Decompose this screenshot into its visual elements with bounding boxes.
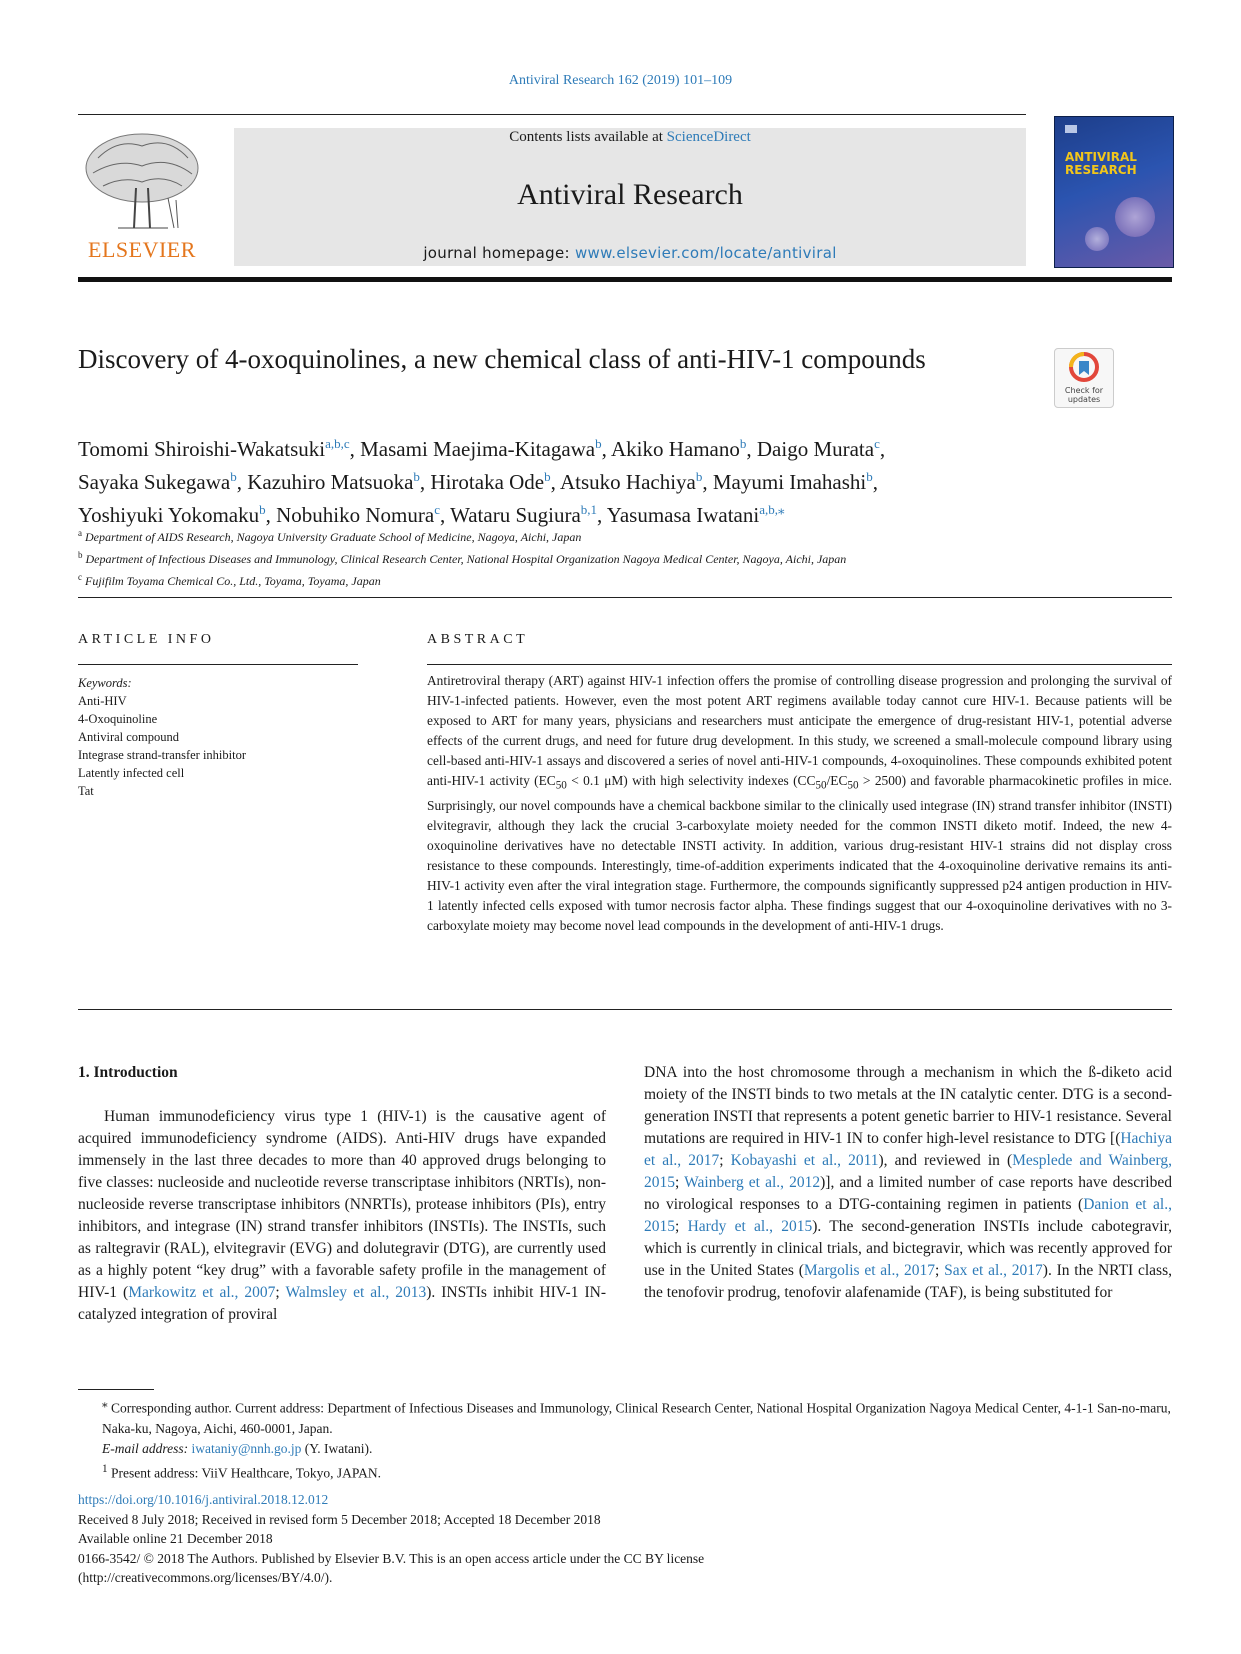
- reference-link[interactable]: Kobayashi et al., 2011: [730, 1152, 879, 1169]
- article-info-heading: ARTICLE INFO: [78, 632, 215, 647]
- keywords-label: Keywords:: [78, 676, 132, 690]
- author-affiliation-mark[interactable]: c: [874, 436, 880, 451]
- contents-prefix: Contents lists available at: [509, 129, 667, 145]
- check-updates-icon: [1055, 349, 1113, 389]
- body-text: DNA into the host chromosome through a mechanism in which the ß-diketo acid moiety of the INSTI binds to two metals at the IN catalytic center. DTG is a second-generation INSTI that represents a potent genetic barrier to HIV-1 resistance. Several mutations are required in HIV-1 IN to confer high-level resistance to DTG [(: [644, 1064, 1172, 1147]
- cover-title: ANTIVIRAL RESEARCH: [1065, 150, 1137, 177]
- author-name[interactable]: Tomomi Shiroishi-Wakatsuki: [78, 437, 326, 461]
- introduction-paragraph-continued: [644, 1062, 1172, 1304]
- homepage-prefix: journal homepage:: [423, 244, 575, 262]
- introduction-heading: 1. Introduction: [78, 1064, 178, 1081]
- check-updates-label: Check for updates: [1064, 386, 1104, 404]
- history-dates: Received 8 July 2018; Received in revised form 5 December 2018; Accepted 18 December 2018: [78, 1511, 601, 1527]
- author-affiliation-mark[interactable]: b: [695, 469, 703, 484]
- journal-citation[interactable]: Antiviral Research 162 (2019) 101–109: [508, 73, 733, 88]
- affiliation-text: Department of Infectious Diseases and Immunology, Clinical Research Center, National Hospital Organization Nagoya Medical Center, Nagoya, Aichi, Japan: [82, 552, 847, 566]
- author-list: Tomomi Shiroishi-Wakatsuki$^{a,b,c}$, Masami Maejima-Kitagawa$^b$, Akiko Hamano$^b$, Daigo Murata$^c$, Sayaka Sukegawa$^b$, Kazuhiro Matsuoka$^b$, Hirotaka Ode$^b$, Atsuko Hachiya$^b$, Mayumi Imahashi$^b$, Yoshiyuki Yokomaku$^b$, Nobuhiko Nomura$^c$, Wataru Sugiura$^{b,1}$, Yasumasa Iwatani$^{a,b,⁎}$: [78, 436, 886, 527]
- reference-link[interactable]: Wainberg et al., 2012: [684, 1174, 821, 1191]
- body-text: ;: [675, 1218, 688, 1235]
- affiliation-text: Department of AIDS Research, Nagoya University Graduate School of Medicine, Nagoya, Aichi, Japan: [82, 530, 582, 544]
- author-affiliation-mark[interactable]: a,b,⁎: [759, 502, 785, 517]
- online-date: Available online 21 December 2018: [78, 1531, 273, 1546]
- body-column-right: [644, 1062, 1172, 1304]
- affiliation-mark: c: [78, 572, 82, 582]
- author-affiliation-mark[interactable]: b,1: [580, 502, 598, 517]
- keyword-item: Antiviral compound: [78, 730, 180, 744]
- check-for-updates-badge[interactable]: [1054, 348, 1114, 408]
- affiliation-item: [78, 546, 1172, 568]
- affiliation-mark: b: [78, 550, 83, 560]
- author-affiliation-mark[interactable]: b: [230, 469, 237, 484]
- footnote-rule: [78, 1389, 154, 1390]
- reference-link[interactable]: Margolis et al., 2017: [803, 1262, 936, 1279]
- journal-homepage-line: [234, 244, 1026, 262]
- affiliation-list: [78, 524, 1172, 590]
- body-column-left: [78, 1062, 606, 1326]
- sciencedirect-link[interactable]: ScienceDirect: [666, 129, 751, 145]
- author-affiliation-mark[interactable]: c: [434, 502, 440, 517]
- journal-header-banner: [234, 128, 1026, 266]
- body-text: ). The second-generation INSTIs include cabotegravir, which is currently in clinical trials, and bictegravir, which was recently approved for use in the United States (: [644, 1218, 1172, 1279]
- reference-link[interactable]: Walmsley et al., 2013: [285, 1284, 427, 1301]
- body-text: ). INSTIs inhibit HIV-1 IN-catalyzed integration of proviral: [78, 1284, 606, 1323]
- present-address-note: $^1$ Present address: ViiV Healthcare, Tokyo, JAPAN.: [102, 1462, 381, 1480]
- reference-link[interactable]: Hardy et al., 2015: [687, 1218, 813, 1235]
- corresponding-author-note: ⁎ Corresponding author. Current address: Department of Infectious Diseases and Immunology, Clinical Research Center, National Hospital Organization Nagoya Medical Center, 4-1-1 San-no-maru, Naka-ku, Nagoya, Aichi, 460-0001, Japan.: [102, 1398, 1171, 1436]
- email-link[interactable]: iwataniy@nnh.go.jp: [191, 1440, 302, 1456]
- author-affiliation-mark[interactable]: b: [544, 469, 551, 484]
- affiliation-text: Fujifilm Toyama Chemical Co., Ltd., Toyama, Toyama, Japan: [82, 574, 381, 588]
- elsevier-tree-icon: [78, 128, 206, 233]
- reference-link[interactable]: Hachiya et al., 2017: [644, 1130, 1172, 1169]
- author-affiliation-mark[interactable]: a,b,c: [325, 436, 350, 451]
- author-affiliation-mark[interactable]: b: [739, 436, 747, 451]
- body-text: )], and a limited number of case reports have described no virological responses to a DTG-containing regimen in patients (: [644, 1174, 1172, 1213]
- body-text: ;: [719, 1152, 731, 1169]
- author-affiliation-mark[interactable]: b: [259, 502, 266, 517]
- author-name[interactable]: Masami Maejima-Kitagawa: [360, 437, 596, 461]
- affiliation-item: [78, 568, 1172, 590]
- reference-link[interactable]: Danion et al., 2015: [644, 1196, 1172, 1235]
- keywords-list: [78, 692, 358, 800]
- author-name[interactable]: Hirotaka Ode: [430, 470, 545, 494]
- journal-title: Antiviral Research: [517, 178, 743, 211]
- section-divider: [78, 597, 1172, 598]
- keyword-item: 4-Oxoquinoline: [78, 712, 158, 726]
- author-name[interactable]: Yasumasa Iwatani: [606, 503, 760, 527]
- author-name[interactable]: Yoshiyuki Yokomaku: [78, 503, 260, 527]
- author-name[interactable]: Daigo Murata: [756, 437, 875, 461]
- keywords-block: [78, 674, 358, 800]
- doi-link[interactable]: https://doi.org/10.1016/j.antiviral.2018.12.012: [78, 1492, 329, 1507]
- abstract-heading: ABSTRACT: [427, 632, 529, 647]
- contents-available-line: [234, 129, 1026, 146]
- keyword-item: Latently infected cell: [78, 766, 185, 780]
- article-info-rule: [78, 664, 358, 665]
- journal-cover-thumbnail[interactable]: [1054, 116, 1174, 268]
- introduction-paragraph: [78, 1106, 606, 1326]
- author-name[interactable]: Akiko Hamano: [610, 437, 740, 461]
- abstract-text: Antiretroviral therapy (ART) against HIV-1 infection offers the promise of controlling disease progression and prolonging the survival of HIV-1-infected patients. However, even the most potent ART regimens available today cannot cure HIV-1. Because patients will be exposed to ART for many years, physicians and researchers must anticipate the emergence of drug-resistant HIV-1, potential adverse effects of the current drugs, and need for future drug development. In this study, we screened a small-molecule compound library using cell-based anti-HIV-1 assays and discovered a series of novel anti-HIV-1 compounds, 4-oxoquinolines. These compounds exhibited potent anti-HIV-1 activity ($EC_{50} < 0.1$ μM) with high selectivity indexes $(CC_{50}/EC_{50} > 2500)$ and favorable pharmacokinetic profiles in mice. Surprisingly, our novel compounds have a chemical backbone similar to the clinically used integrase (IN) strand transfer inhibitor (INSTI) elvitegravir, although they lack the crucial 3-carboxylate moiety needed for the common INSTI diketo motif. Indeed, the new 4-oxoquinoline derivatives have no detectable INSTI activity. In addition, various drug-resistant HIV-1 strains did not display cross resistance to these compounds. Interestingly, time-of-addition experiments indicated that the 4-oxoquinoline derivative remains its anti-HIV-1 activity even after the viral integration stage. Furthermore, the compounds significantly suppressed p24 antigen production in HIV-1 latently infected cells exposed with tumor necrosis factor alpha. These findings suggest that our 4-oxoquinoline derivatives with no 3-carboxylate moiety may become novel lead compounds in the development of anti-HIV-1 drugs.: [427, 673, 1172, 933]
- keyword-item: Tat: [78, 784, 94, 798]
- reference-link[interactable]: Sax et al., 2017: [944, 1262, 1043, 1279]
- publication-info: [78, 1490, 1172, 1588]
- author-name[interactable]: Kazuhiro Matsuoka: [247, 470, 414, 494]
- body-text: ;: [275, 1284, 286, 1301]
- license-line: 0166-3542/ © 2018 The Authors. Published by Elsevier B.V. This is an open access article under the CC BY license: [78, 1550, 705, 1566]
- keyword-item: Integrase strand-transfer inhibitor: [78, 748, 246, 762]
- keyword-item: Anti-HIV: [78, 694, 127, 708]
- header-thick-divider: [78, 277, 1172, 282]
- affiliation-mark: a: [78, 528, 82, 538]
- body-text: ), and reviewed in (: [878, 1152, 1013, 1169]
- elsevier-wordmark: ELSEVIER: [88, 237, 196, 262]
- author-affiliation-mark[interactable]: b: [595, 436, 602, 451]
- abstract-bottom-divider: [78, 1009, 1172, 1010]
- reference-link[interactable]: Markowitz et al., 2007: [128, 1284, 276, 1301]
- body-text: ). In the NRTI class, the tenofovir prodrug, tenofovir alafenamide (TAF), is being substituted for: [644, 1262, 1172, 1301]
- body-text: ;: [675, 1174, 685, 1191]
- body-text: ;: [935, 1262, 945, 1279]
- affiliation-item: [78, 524, 1172, 546]
- author-name[interactable]: Mayumi Imahashi: [712, 470, 867, 494]
- elsevier-logo[interactable]: [78, 128, 206, 263]
- author-name[interactable]: Atsuko Hachiya: [559, 470, 696, 494]
- body-text: Human immunodeficiency virus type 1 (HIV-1) is the causative agent of acquired immunodeficiency syndrome (AIDS). Anti-HIV drugs have expanded immensely in the last three decades to more than 40 approved drugs belonging to five classes: nucleoside and nucleotide reverse transcriptase inhibitors (NRTIs), non-nucleoside reverse transcriptase inhibitors (NNRTIs), protease inhibitors (PIs), entry inhibitors, and integrase (IN) strand transfer inhibitors (INSTIs). The INSTIs, such as raltegravir (RAL), elvitegravir (EVG) and dolutegravir (DTG), are currently used as a highly potent “key drug” with a favorable safety profile in the management of HIV-1 (: [78, 1108, 606, 1301]
- author-name[interactable]: Wataru Sugiura: [450, 503, 581, 527]
- author-affiliation-mark[interactable]: b: [413, 469, 420, 484]
- license-url[interactable]: (http://creativecommons.org/licenses/BY/4.0/).: [78, 1570, 333, 1585]
- footnotes: [78, 1394, 1172, 1483]
- journal-homepage-link[interactable]: www.elsevier.com/locate/antiviral: [574, 244, 837, 262]
- author-name[interactable]: Nobuhiko Nomura: [276, 503, 435, 527]
- reference-link[interactable]: Mesplede and Wainberg, 2015: [644, 1152, 1173, 1191]
- article-title: Discovery of 4-oxoquinolines, a new chemical class of anti-HIV-1 compounds: [78, 344, 926, 374]
- author-name[interactable]: Sayaka Sukegawa: [78, 470, 231, 494]
- author-affiliation-mark[interactable]: b: [866, 469, 873, 484]
- header-divider: [78, 114, 1026, 115]
- email-note: E-mail address: iwataniy@nnh.go.jp (Y. Iwatani).: [102, 1440, 373, 1456]
- abstract-rule: [427, 664, 1172, 665]
